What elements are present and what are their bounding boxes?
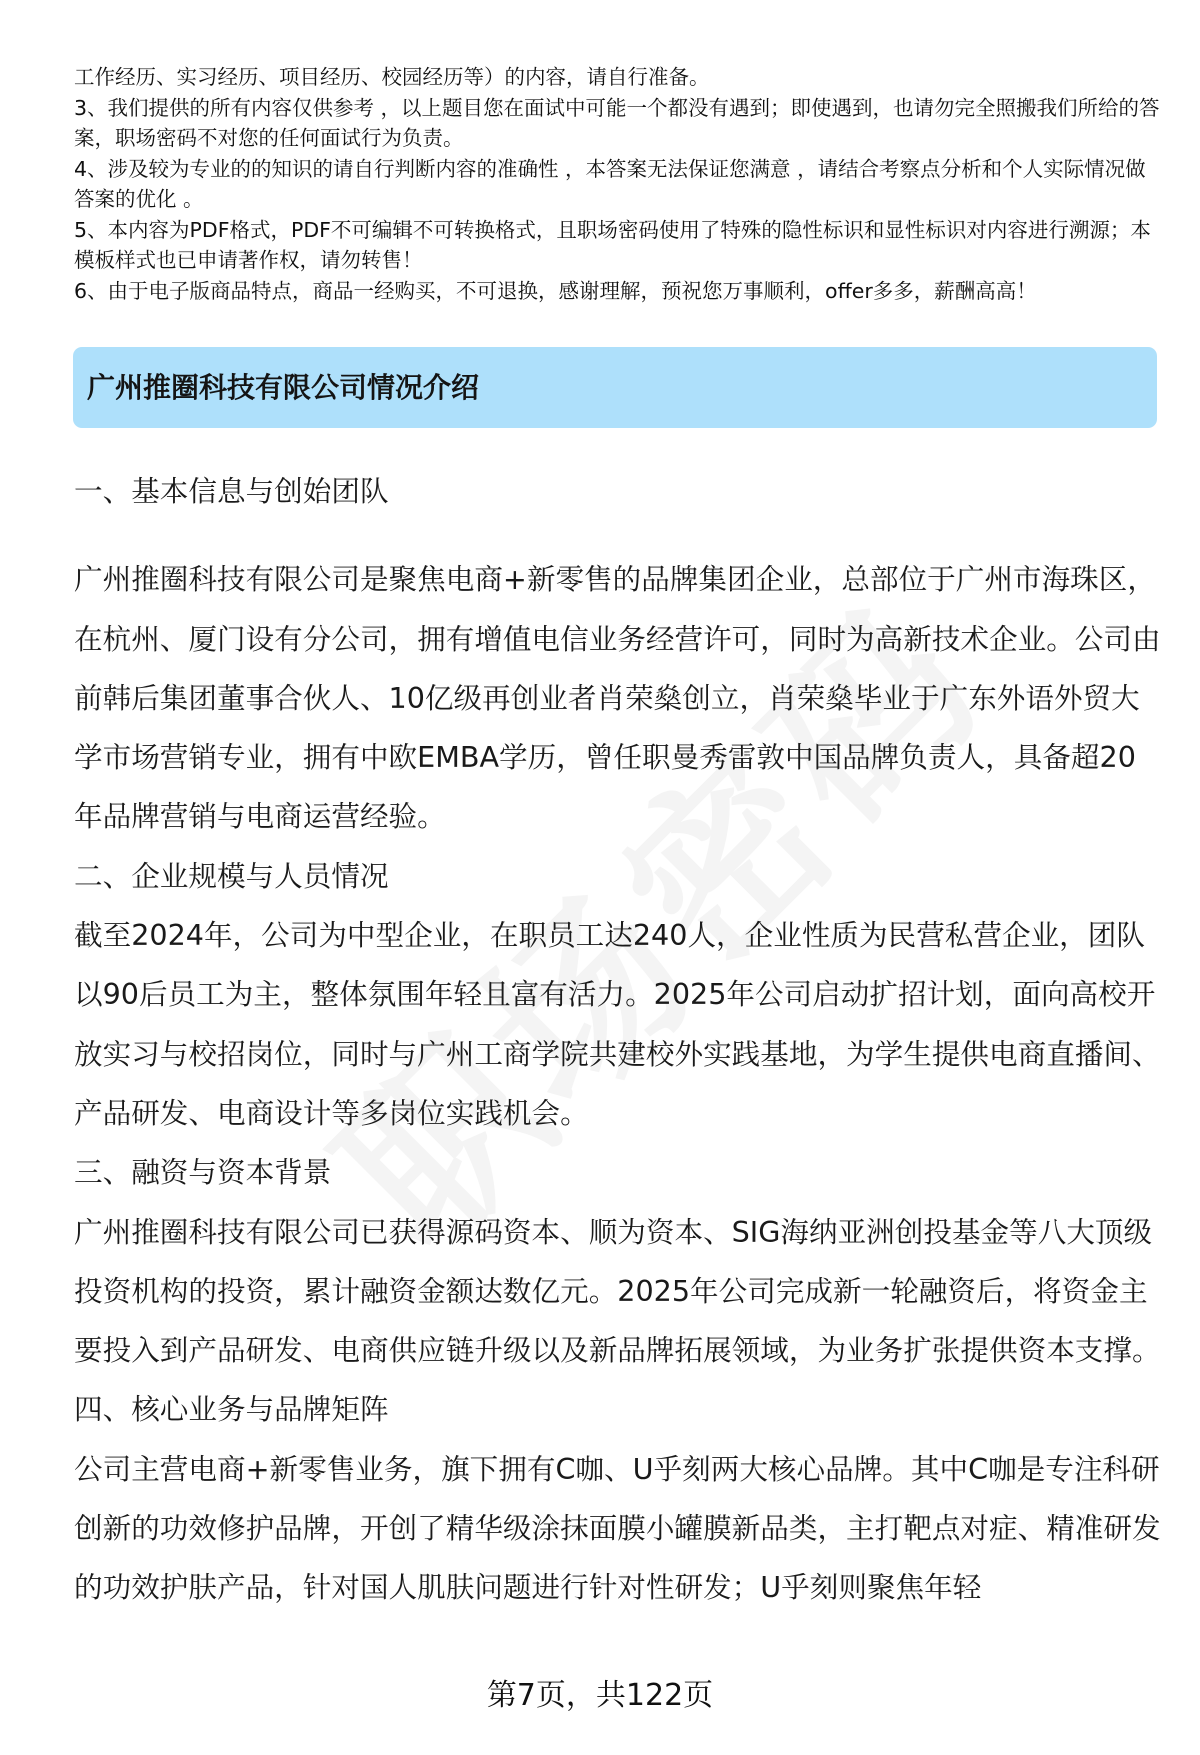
section-body: 广州推圈科技有限公司是聚焦电商+新零售的品牌集团企业，总部位于广州市海珠区，在杭州、厦门设有分公司，拥有增值电信业务经营许可，同时为高新技术企业。公司由前韩后集团董事合伙人、10亿级再创业者肖荣燊创立，肖荣燊毕业于广东外语外贸大学市场营销专业，拥有中欧EMBA学历，曾任职曼秀雷敦中国品牌负责人，具备超20年品牌营销与电商运营经验。	[74, 562, 1161, 834]
notes-block	[74, 62, 1164, 306]
section-body: 截至2024年，公司为中型企业，在职员工达240人，企业性质为民营私营企业，团队以90后员工为主，整体氛围年轻且富有活力。2025年公司启动扩招计划，面向高校开放实习与校招岗位，同时与广州工商学院共建校外实践基地，为学生提供电商直播间、产品研发、电商设计等多岗位实践机会。	[74, 918, 1161, 1130]
note-line: 4、涉及较为专业的的知识的请自行判断内容的准确性 ，本答案无法保证您满意 ，请结合考察点分析和个人实际情况做答案的优化 。	[74, 156, 1146, 211]
note-line: 5、本内容为PDF格式，PDF不可编辑不可转换格式，且职场密码使用了特殊的隐性标识和显性标识对内容进行溯源；本模板样式也已申请著作权，请勿转售！	[74, 217, 1151, 272]
section-body: 公司主营电商+新零售业务，旗下拥有C咖、U乎刻两大核心品牌。其中C咖是专注科研创新的功效修护品牌，开创了精华级涂抹面膜小罐膜新品类，主打靶点对症、精准研发的功效护肤产品，针对国人肌肤问题进行针对性研发；U乎刻则聚焦年轻	[74, 1451, 1161, 1605]
section-body: 广州推圈科技有限公司已获得源码资本、顺为资本、SIG海纳亚洲创投基金等八大顶级投资机构的投资，累计融资金额达数亿元。2025年公司完成新一轮融资后，将资金主要投入到产品研发、电商供应链升级以及新品牌拓展领域，为业务扩张提供资本支撑。	[74, 1214, 1161, 1368]
section-heading: 二、企业规模与人员情况	[74, 858, 389, 893]
banner-title: 广州推圈科技有限公司情况介绍	[87, 371, 480, 404]
note-line: 3、我们提供的所有内容仅供参考 ，以上题目您在面试中可能一个都没有遇到；即使遇到，也请勿完全照搬我们所给的答案，职场密码不对您的任何面试行为负责。	[74, 95, 1160, 150]
section-heading: 四、核心业务与品牌矩阵	[74, 1392, 389, 1427]
section-banner	[73, 347, 1157, 428]
company-intro	[74, 462, 1164, 1618]
note-line: 工作经历、实习经历、项目经历、校园经历等）的内容，请自行准备。	[74, 65, 710, 89]
section-heading: 一、基本信息与创始团队	[74, 474, 389, 508]
page-number: 第7页，共122页	[486, 1678, 714, 1713]
note-line: 6、由于电子版商品特点，商品一经购买，不可退换，感谢理解，预祝您万事顺利，offer多多，薪酬高高！	[74, 278, 1037, 303]
section-heading: 三、融资与资本背景	[74, 1155, 332, 1190]
